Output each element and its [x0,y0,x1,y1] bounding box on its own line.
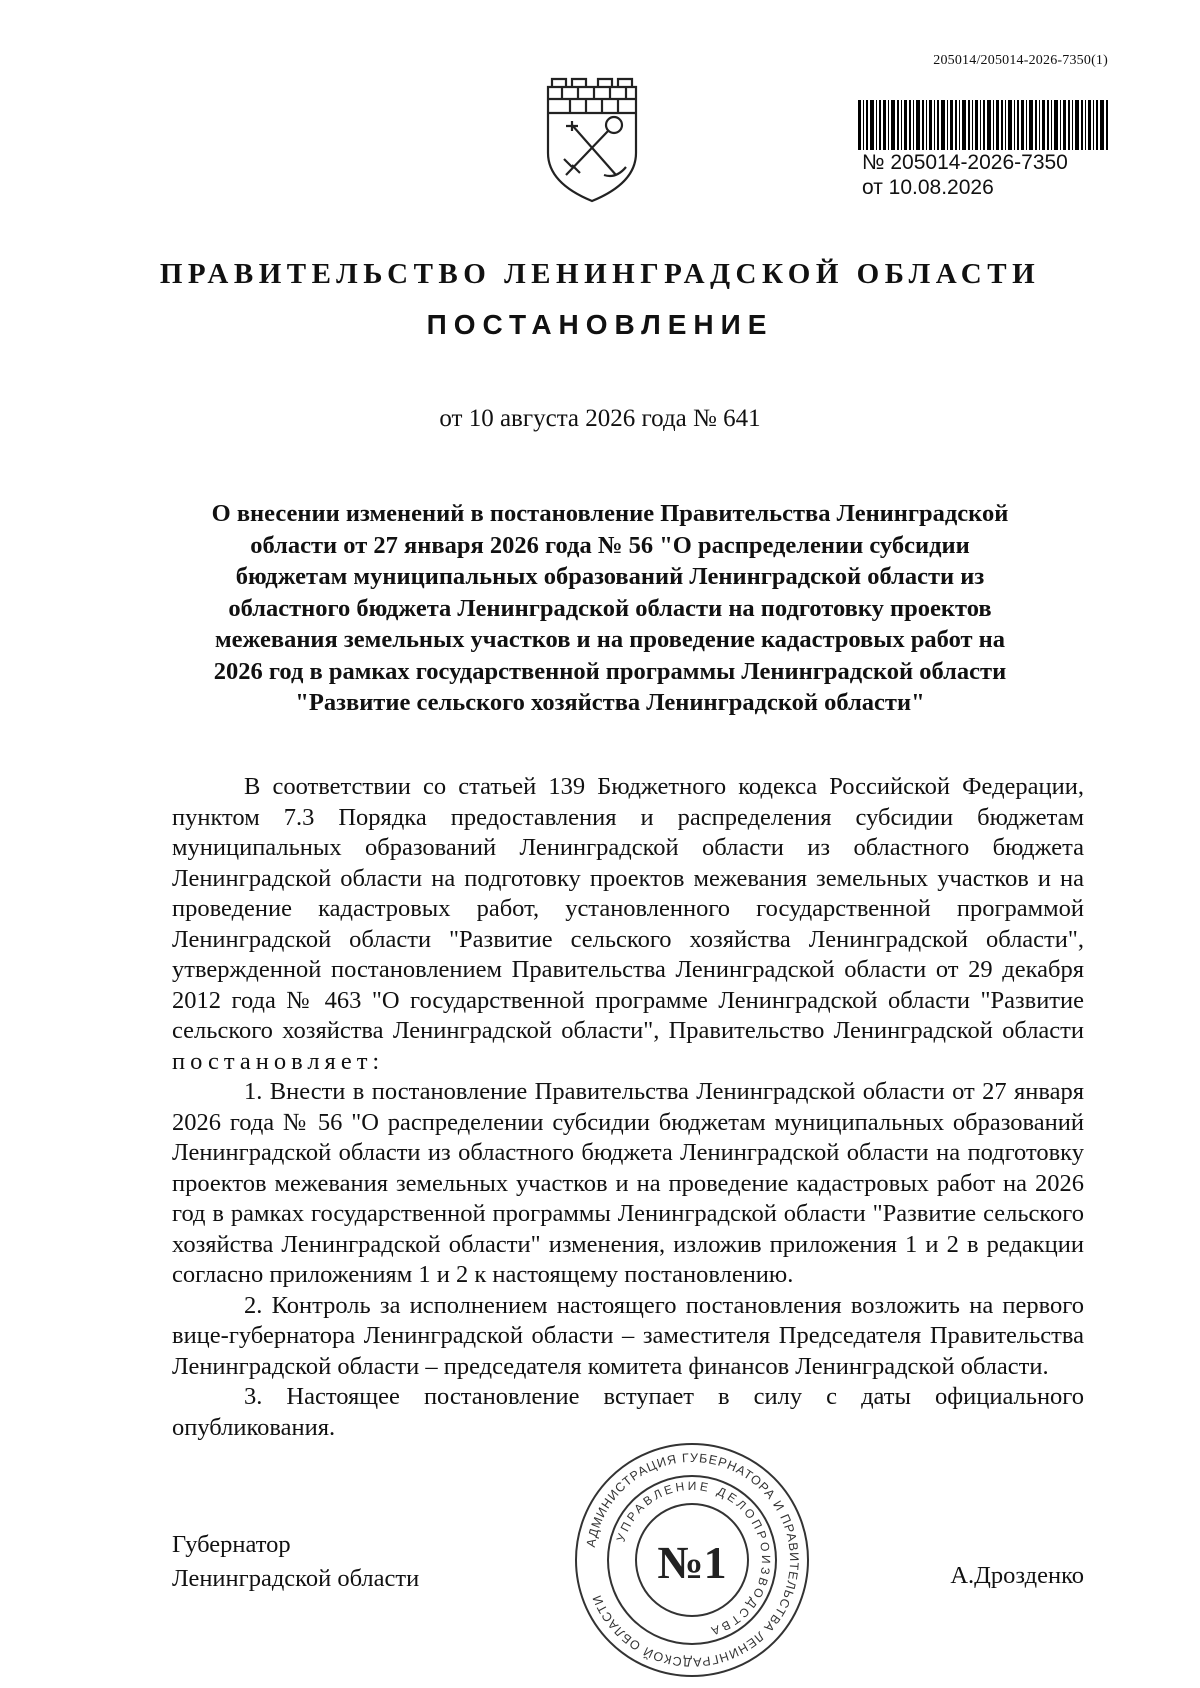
government-title: ПРАВИТЕЛЬСТВО ЛЕНИНГРАДСКОЙ ОБЛАСТИ [159,258,1041,290]
document-subject: О внесении изменений в постановление Правительства Ленинградской области от 27 января 2026 года № 56 "О распределении субсидии бюджетам муниципальных образований Ленинградской области из областного бюджета Ленинградской области на подготовку проектов межевания земельных участков и на проведение кадастровых работ на 2026 год в рамках государственной программы Ленинградской области "Развитие сельского хозяйства Ленинградской области" [211,500,1009,716]
signature-position [172,1528,419,1596]
stamp-inner-text: УПРАВЛЕНИЕ ДЕЛОПРОИЗВОДСТВА [613,1478,774,1639]
item-1: 1. Внести в постановление Правительства Ленинградской области от 27 января 2026 года № 56 "О распределении субсидии бюджетам муниципальных образований Ленинградской области из областного бюджета Ленинградской области на подготовку проектов межевания земельных участков и на проведение кадастровых работ на 2026 год в рамках государственной программы Ленинградской области "Развитие сельского хозяйства Ленинградской области" изменения, изложив приложения 1 и 2 в редакции согласно приложениям 1 и 2 к настоящему постановлению. [172,1078,1084,1288]
signature-position-line2: Ленинградской области [172,1565,420,1592]
registration-date: от 10.08.2026 [862,176,994,199]
barcode-icon [858,100,1108,150]
item-2: 2. Контроль за исполнением настоящего постановления возложить на первого вице-губернатора Ленинградской области – заместителя Председателя Правительства Ленинградской области – председателя комитета финансов Ленинградской области. [172,1291,1084,1380]
registration-number: № 205014-2026-7350 [862,151,1068,174]
preamble-paragraph [172,772,1084,1077]
document-type: ПОСТАНОВЛЕНИЕ [426,309,774,340]
seal-stamp-icon [572,1440,812,1680]
item-3: 3. Настоящее постановление вступает в силу с даты официального опубликования. [172,1383,1084,1441]
preamble-text: В соответствии со статьей 139 Бюджетного кодекса Российской Федерации, пунктом 7.3 Порядка предоставления и распределения субсидии бюджетам муниципальных образований Ленинградской области из областного бюджета Ленинградской области на подготовку проектов межевания земельных участков и на проведение кадастровых работ, установленного государственной программой Ленинградской области "Развитие сельского хозяйства Ленинградской области", утвержденной постановлением Правительства Ленинградской области от 29 декабря 2012 года № 463 "О государственной программе Ленинградской области "Развитие сельского хозяйства Ленинградской области", Правительство Ленинградской области [172,773,1084,1044]
decree-word: постановляет: [172,1047,385,1075]
document-body [172,772,1084,1443]
stamp-number: №1 [657,1537,727,1588]
document-code: 205014/205014-2026-7350(1) [933,53,1108,68]
signature-position-line1: Губернатор [172,1531,291,1558]
stamp-outer-text: АДМИНИСТРАЦИЯ ГУБЕРНАТОРА И ПРАВИТЕЛЬСТВА ЛЕНИНГРАДСКОЙ ОБЛАСТИ [583,1450,802,1670]
registration-block [858,100,1118,200]
signer-name: А.Дрозденко [950,1562,1084,1589]
document-date-number: от 10 августа 2026 года № 641 [439,405,761,432]
coat-of-arms-icon [542,75,642,205]
